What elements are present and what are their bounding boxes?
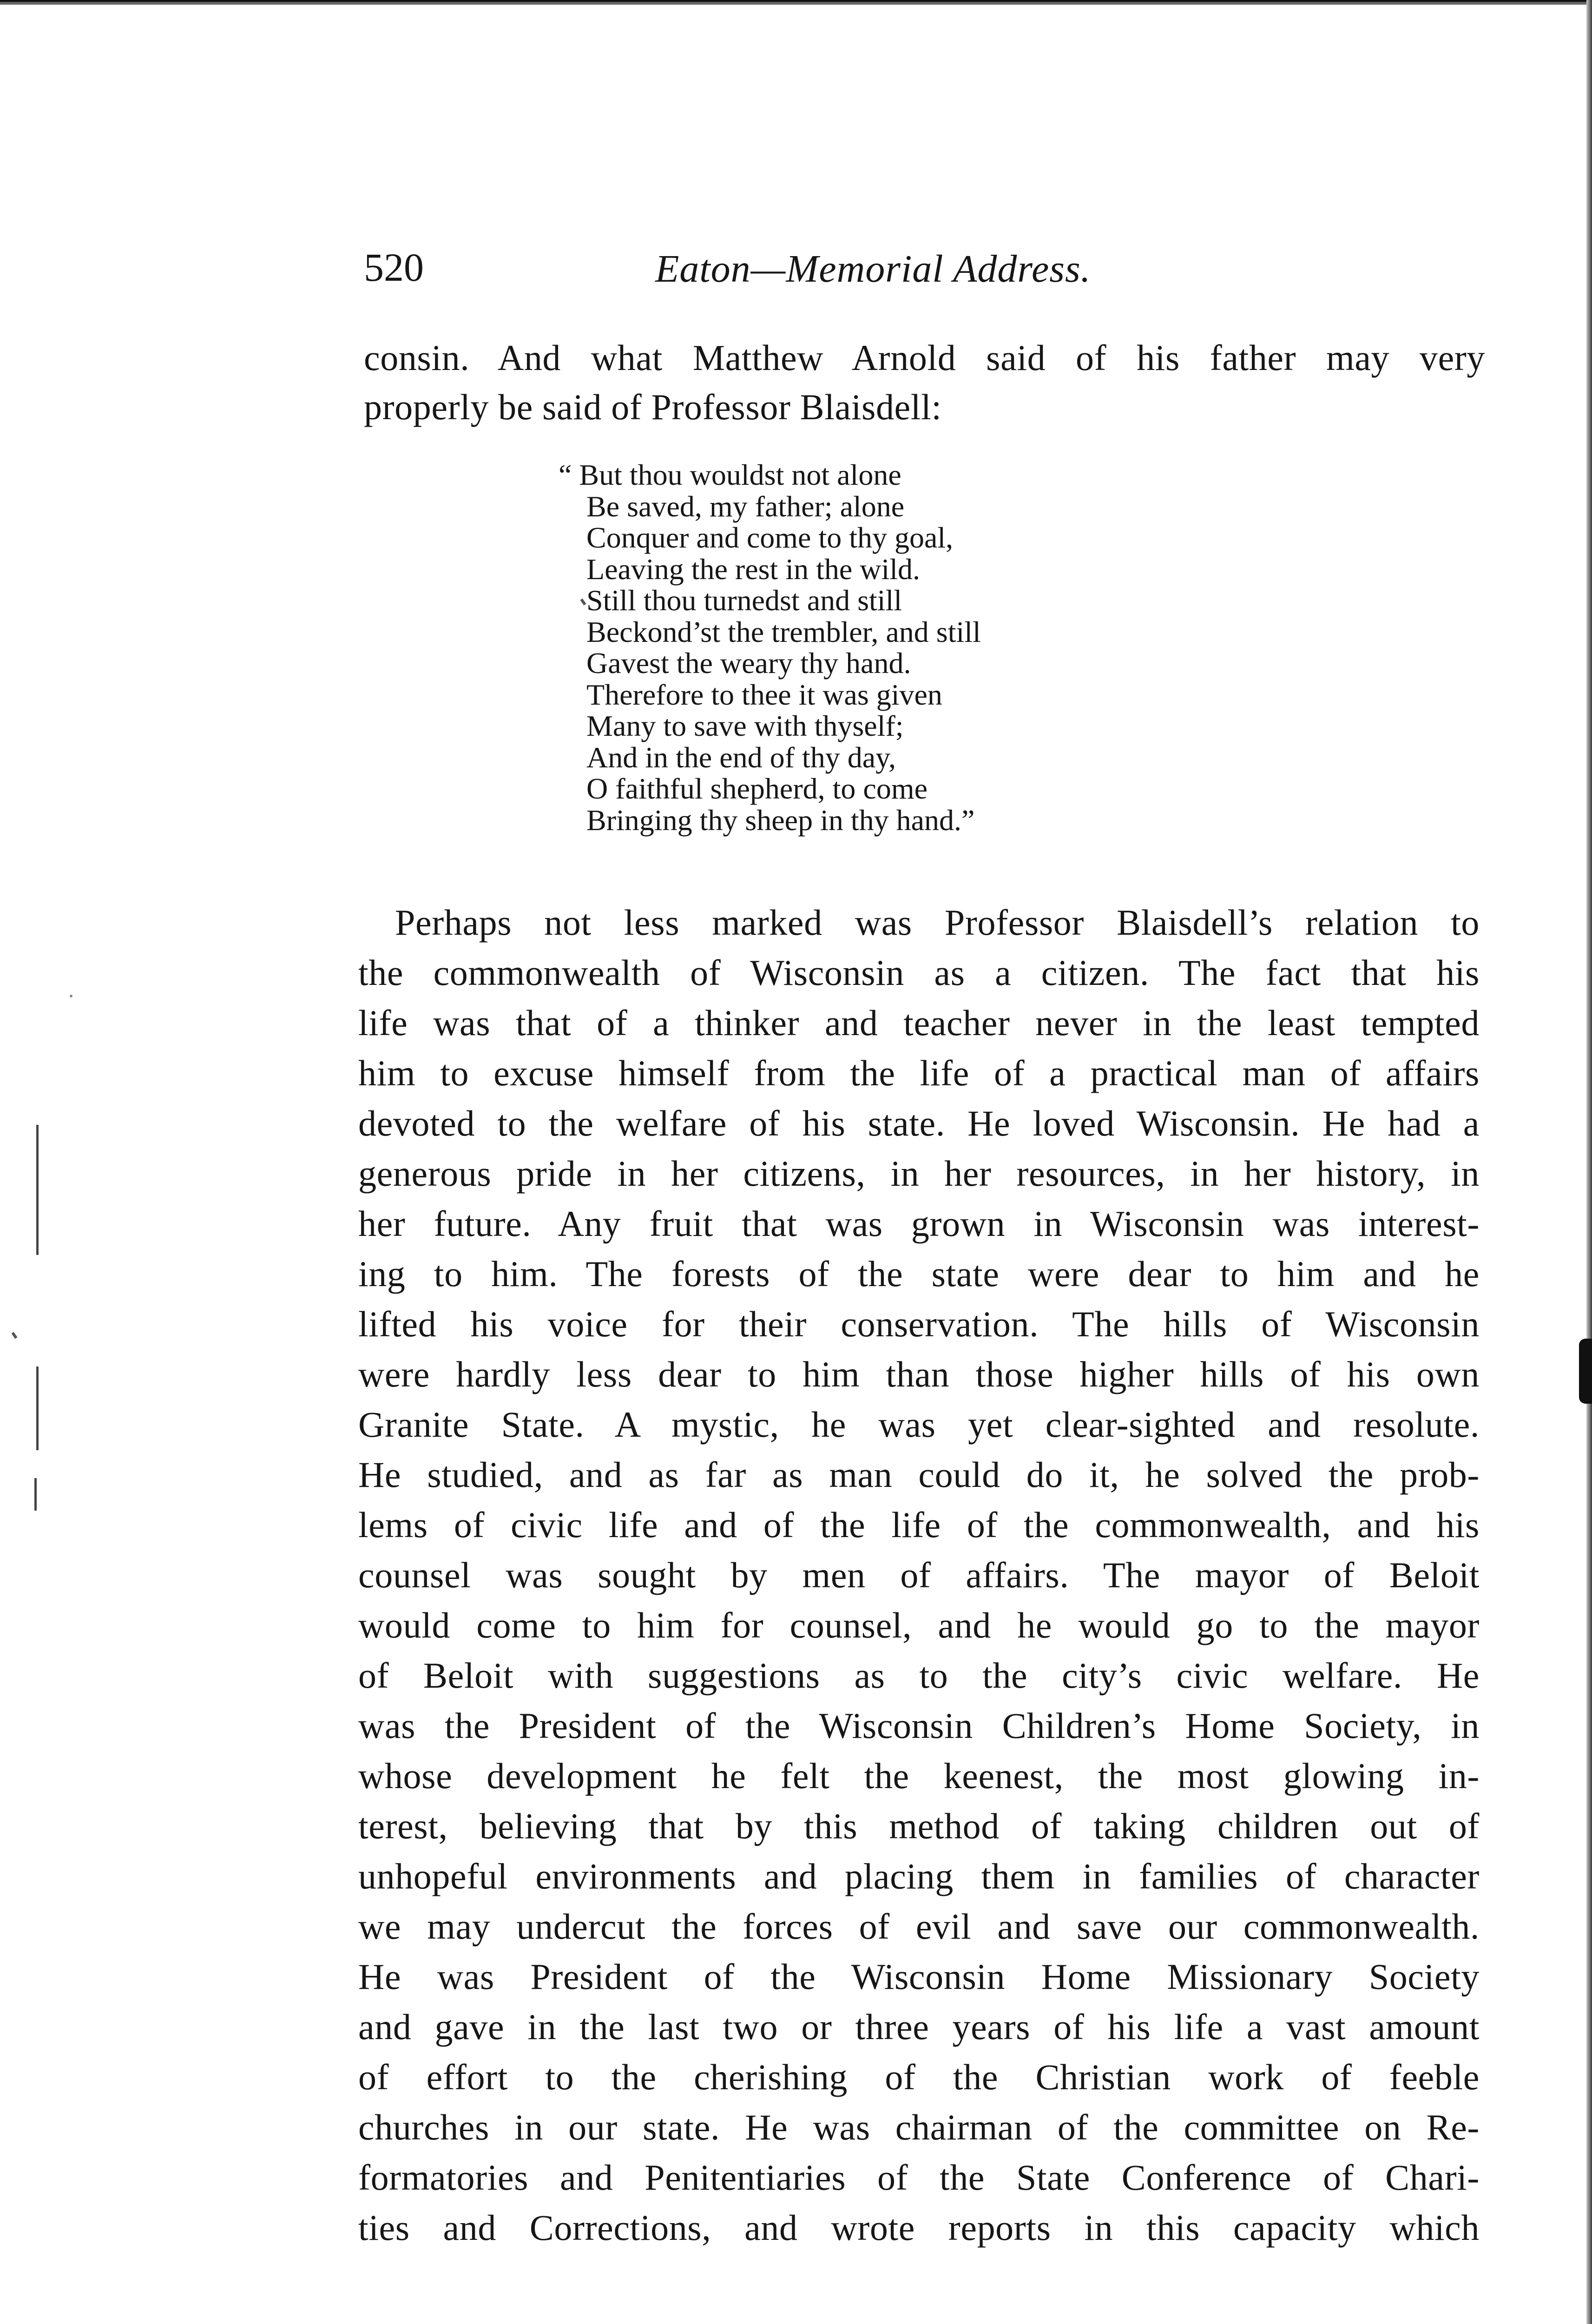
text-line: He was President of the Wisconsin Home Missionary Society bbox=[358, 1956, 1480, 1997]
text-line: the commonwealth of Wisconsin as a citizen. The fact that his bbox=[358, 952, 1480, 993]
text-line: of Beloit with suggestions as to the city’s civic welfare. He bbox=[358, 1655, 1480, 1696]
poem-line: Conquer and come to thy goal, bbox=[586, 521, 954, 554]
text-line: ties and Corrections, and wrote reports in this capacity which bbox=[358, 2207, 1480, 2248]
poem-quotation bbox=[559, 458, 981, 837]
text-line: properly be said of Professor Blaisdell: bbox=[364, 387, 942, 427]
text-line: terest, believing that by this method of taking children out of bbox=[358, 1806, 1480, 1846]
poem-line: Still thou turnedst and still bbox=[586, 584, 902, 617]
margin-mark bbox=[34, 1478, 37, 1511]
poem-line: Beckond’st the trembler, and still bbox=[586, 615, 981, 648]
speck bbox=[70, 995, 72, 997]
text-line: Granite State. A mystic, he was yet clear-sighted and resolute. bbox=[358, 1404, 1480, 1445]
margin-mark bbox=[36, 1125, 39, 1255]
text-line: Perhaps not less marked was Professor Blaisdell’s relation to bbox=[395, 902, 1480, 943]
text-line: ing to him. The forests of the state were dear to him and he bbox=[358, 1254, 1480, 1294]
scan-right-edge bbox=[1586, 0, 1592, 2324]
text-line: formatories and Penitentiaries of the State Conference of Chari- bbox=[358, 2157, 1480, 2198]
page-header bbox=[0, 242, 1592, 302]
margin-tick bbox=[12, 1332, 18, 1339]
poem-line: And in the end of thy day, bbox=[586, 740, 896, 774]
text-line: was the President of the Wisconsin Children’s Home Society, in bbox=[358, 1705, 1480, 1746]
poem-line: Be saved, my father; alone bbox=[586, 489, 905, 523]
poem-line: Bringing thy sheep in thy hand.” bbox=[586, 803, 975, 837]
text-line: her future. Any fruit that was grown in Wisconsin was interest- bbox=[358, 1203, 1480, 1244]
text-line: life was that of a thinker and teacher never in the least tempted bbox=[358, 1003, 1480, 1043]
poem-line: Gavest the weary thy hand. bbox=[586, 647, 911, 680]
text-line: devoted to the welfare of his state. He loved Wisconsin. He had a bbox=[358, 1103, 1480, 1143]
poem-line: Leaving the rest in the wild. bbox=[586, 552, 921, 586]
page-number: 520 bbox=[364, 245, 424, 290]
margin-mark bbox=[36, 1367, 39, 1450]
text-line: of effort to the cherishing of the Christian work of feeble bbox=[358, 2057, 1480, 2097]
edge-blot bbox=[1579, 1339, 1592, 1404]
text-line: and gave in the last two or three years of his life a vast amount bbox=[358, 2007, 1480, 2047]
text-line: lifted his voice for their conservation. The hills of Wisconsin bbox=[358, 1304, 1480, 1344]
text-line: counsel was sought by men of affairs. The mayor of Beloit bbox=[358, 1555, 1480, 1595]
text-line: were hardly less dear to him than those higher hills of his own bbox=[358, 1354, 1480, 1394]
poem-line: Therefore to thee it was given bbox=[586, 678, 942, 711]
text-line: lems of civic life and of the life of the commonwealth, and his bbox=[358, 1505, 1480, 1545]
text-line: him to excuse himself from the life of a practical man of affairs bbox=[358, 1053, 1480, 1093]
poem-line: O faithful shepherd, to come bbox=[586, 772, 928, 805]
text-line: we may undercut the forces of evil and save our commonwealth. bbox=[358, 1906, 1480, 1947]
text-line: churches in our state. He was chairman of the committee on Re- bbox=[358, 2107, 1480, 2147]
poem-line: Many to save with thyself; bbox=[586, 709, 904, 742]
text-line: generous pride in her citizens, in her resources, in her history, in bbox=[358, 1153, 1480, 1194]
text-line: would come to him for counsel, and he would go to the mayor bbox=[358, 1605, 1480, 1645]
text-line: consin. And what Matthew Arnold said of his father may very bbox=[364, 337, 1485, 378]
margin-tick bbox=[580, 599, 586, 606]
text-line: unhopeful environments and placing them in families of character bbox=[358, 1856, 1480, 1896]
text-line: whose development he felt the keenest, the most glowing in- bbox=[358, 1756, 1480, 1796]
scan-top-edge bbox=[0, 0, 1592, 5]
running-title: Eaton—Memorial Address. bbox=[655, 247, 1091, 290]
text-line: He studied, and as far as man could do it, he solved the prob- bbox=[358, 1454, 1480, 1495]
poem-line: “ But thou wouldst not alone bbox=[559, 458, 901, 491]
